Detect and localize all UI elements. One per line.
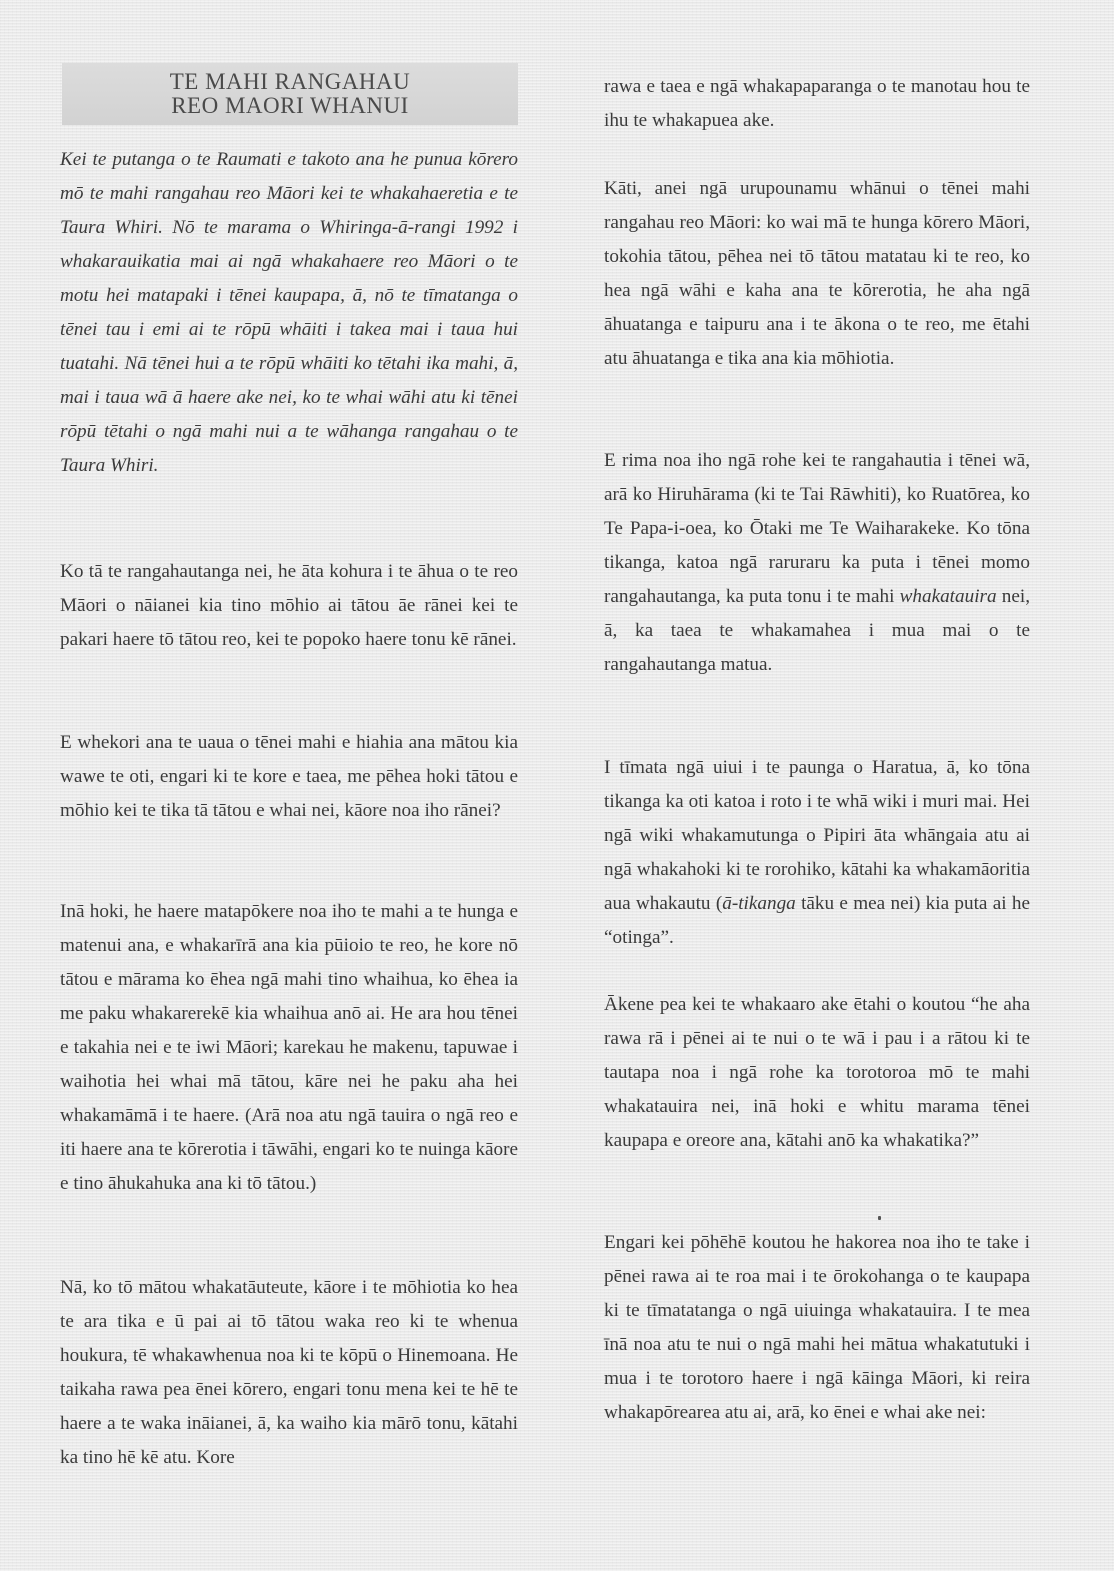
body-paragraph-left-1: Ko tā te rangahautanga nei, he āta kohura i te āhua o te reo Māori o nāianei kia tino mōhio ai tātou āe rānei kei te pakari haere tō tātou reo, kei te popoko haere tonu kē rānei. <box>60 561 518 650</box>
body-paragraph-left-2: E whekori ana te uaua o tēnei mahi e hiahia ana mātou kia wawe te oti, engari ki te kore e taea, me pēhea hoki tātou e mōhio kei te tika tā tātou e whai nei, kāore noa iho rānei? <box>60 732 518 821</box>
body-paragraph-left-4: Nā, ko tō mātou whakatāuteute, kāore i te mōhiotia ko hea te ara tika e ū pai ai tō tātou waka reo ki te whenua houkura, tē whakawhenua noa ki te kōpū o Hinemoana. He taikaha rawa pea ēnei kōrero, engari tonu mena kei te hē te haere a te waka ināianei, ā, ka waiho kia mārō tonu, kātahi ka tino hē kē atu. Kore <box>60 1277 518 1468</box>
article-title-box <box>62 63 518 125</box>
body-paragraph-right-2: Kāti, anei ngā urupounamu whānui o tēnei mahi rangahau reo Māori: ko wai mā te hunga kōrero Māori, tokohia tātou, pēhea nei tō tātou matatau ki te reo, ko hea ngā wāhi e kaha ana te kōrerotia, he aha ngā āhuatanga e taipuru ana i te ākona o te reo, me ētahi atu āhuatanga e tika ana kia mōhiotia. <box>604 178 1030 369</box>
paragraph-text: nei, ā, ka taea te whakamahea i mua mai o te rangahautanga matua. <box>604 586 1030 675</box>
intro-paragraph: Kei te putanga o te Raumati e takoto ana he punua kōrero mō te mahi rangahau reo Māori kei te whakahaeretia e te Taura Whiri. Nō te marama o Whiringa-ā-rangi 1992 i whakarauikatia mai ai ngā whakahaere reo Māori o te motu hei matapaki i tēnei kaupapa, ā, nō te tīmatanga o tēnei tau i emi ai te rōpū whāiti i takea mai i taua hui tuatahi. Nā tēnei hui a te rōpū whāiti ko tētahi ika mahi, ā, mai i taua wā ā haere ake nei, ko te whai wāhi atu ki tēnei rōpū tētahi o ngā mahi nui a te wāhanga rangahau o te Taura Whiri. <box>60 149 518 476</box>
body-paragraph-right-4 <box>604 751 1030 955</box>
body-paragraph-right-6: Engari kei pōhēhē koutou he hakorea noa iho te take i pēnei rawa ai te roa mai i te ōrokohanga o te kaupapa ki te tīmatatanga o ngā uiuinga whakatauira. I te mea īnā noa atu te nui o ngā mahi hei mātua whakatutuki i mua i te torotoro haere i ngā kāinga Māori, ki reira whakapōrearea atu ai, arā, ko ēnei e whai ake nei: <box>604 1232 1030 1423</box>
emphasis-text: ā-tikanga <box>722 893 796 914</box>
paragraph-text: E rima noa iho ngā rohe kei te rangahautia i tēnei wā, arā ko Hiruhārama (ki te Tai Rāwhiti), ko Ruatōrea, ko Te Papa-i-oea, ko Ōtaki me Te Waiharakeke. Ko tōna tikanga, katoa ngā raruraru ka puta i tēnei momo rangahautanga, ka puta tonu i te mahi <box>604 450 1030 607</box>
body-paragraph-right-3 <box>604 444 1030 682</box>
body-paragraph-right-5: Ākene pea kei te whakaaro ake ētahi o koutou “he aha rawa rā i pēnei ai te nui o te wā i pau i a rātou ki te tautapa noa i ngā rohe ka torotoroa mō te mahi whakatauira nei, inā hoki e whitu marama tēnei kaupapa e oreore ana, kātahi anō ka whakatika?” <box>604 994 1030 1151</box>
print-speck <box>878 1216 881 1220</box>
article-title-line-1: TE MAHI RANGAHAU <box>169 69 411 94</box>
body-paragraph-right-1: rawa e taea e ngā whakapaparanga o te manotau hou te ihu te whakapuea ake. <box>604 76 1030 131</box>
article-title-line-2: REO MAORI WHANUI <box>171 93 409 118</box>
body-paragraph-left-3: Inā hoki, he haere matapōkere noa iho te mahi a te hunga e matenui ana, e whakarīrā ana kia pūioio te reo, he kore nō tātou e mārama ko ēhea ngā mahi tino whaihua, ko ēhea ia me paku whakarerekē kia whaihua anō ai. He ara hou tēnei e takahia nei e te iwi Māori; karekau he makenu, tapuwae i waihotia hei whai mā tātou, kāre nei he paku aha hei whakamāmā i te haere. (Arā noa atu ngā tauira o ngā reo e iti haere ana te kōrerotia i tāwāhi, engari ko te nuinga kāore e tino āhukahuka ana ki tō tātou.) <box>60 901 518 1194</box>
paragraph-text: tāku e mea nei) kia puta ai he “otinga”. <box>604 893 1030 948</box>
emphasis-text: whakatauira <box>899 586 997 607</box>
paragraph-text: I tīmata ngā uiui i te paunga o Haratua, ā, ko tōna tikanga ka oti katoa i roto i te whā wiki i muri mai. Hei ngā wiki whakamutunga o Pipiri āta whāngaia atu ai ngā whakahoki ki te rorohiko, kātahi ka whakamāoritia aua whakautu ( <box>604 757 1030 914</box>
